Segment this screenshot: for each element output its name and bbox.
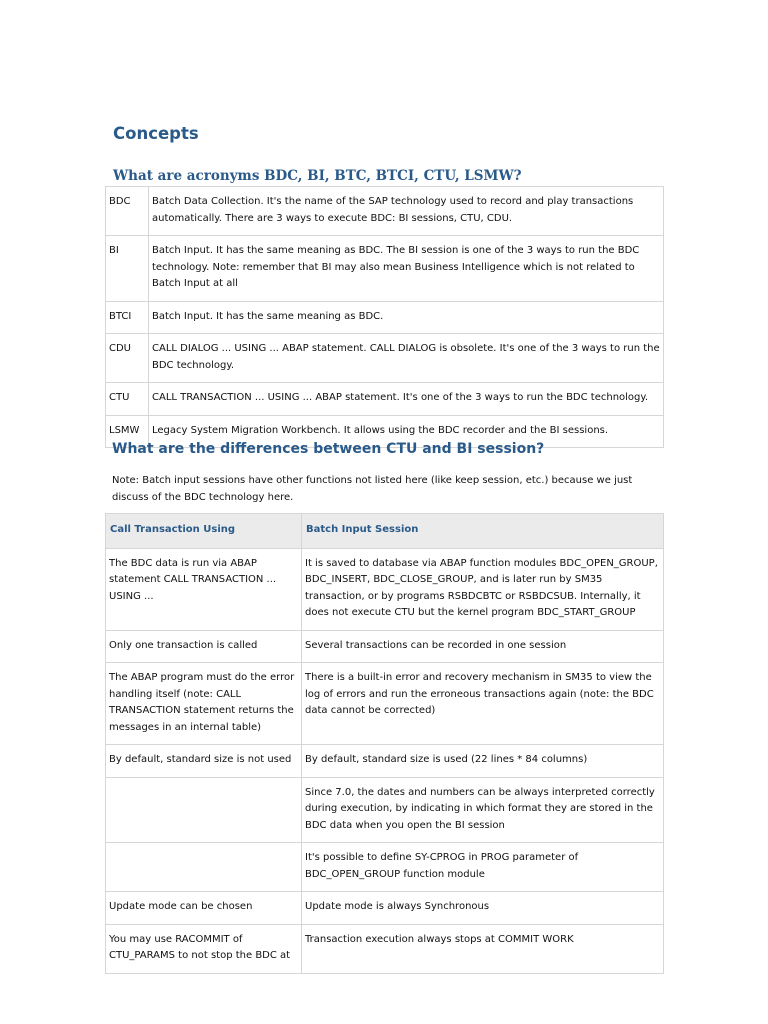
table-row <box>106 236 664 302</box>
ctu-cell: Update mode can be chosen <box>106 892 302 925</box>
definition-cell: CALL TRANSACTION ... USING ... ABAP statement. It's one of the 3 ways to run the BDC technology. <box>149 383 664 416</box>
table-row <box>106 548 664 630</box>
table-row <box>106 892 664 925</box>
section-differences-title: What are the differences between CTU and BI session? <box>112 441 545 457</box>
table-row <box>106 383 664 416</box>
acronyms-table <box>105 186 664 448</box>
table-header-row <box>106 514 664 549</box>
acronym-cell: LSMW <box>106 415 149 448</box>
definition-cell: Batch Input. It has the same meaning as BDC. <box>149 301 664 334</box>
bi-cell: There is a built-in error and recovery mechanism in SM35 to view the log of errors and run the erroneous transactions again (note: the BDC data cannot be corrected) <box>302 663 664 745</box>
acronym-cell: BTCI <box>106 301 149 334</box>
bi-cell: Transaction execution always stops at COMMIT WORK <box>302 924 664 973</box>
table-row <box>106 630 664 663</box>
comparison-table <box>105 513 664 974</box>
definition-cell: Legacy System Migration Workbench. It allows using the BDC recorder and the BI sessions. <box>149 415 664 448</box>
acronym-cell: CDU <box>106 334 149 383</box>
table-row <box>106 843 664 892</box>
section-note: Note: Batch input sessions have other functions not listed here (like keep session, etc.) because we just discuss of the BDC technology here. <box>112 475 633 503</box>
acronym-cell: BDC <box>106 187 149 236</box>
column-header-bi: Batch Input Session <box>302 514 664 549</box>
ctu-cell <box>106 777 302 843</box>
acronym-cell: BI <box>106 236 149 302</box>
bi-cell: It is saved to database via ABAP function modules BDC_OPEN_GROUP, BDC_INSERT, BDC_CLOSE_GROUP, and is later run by SM35 transaction, or by programs RSBDCBTC or RSBDCSUB. Internally, it does not execute CTU but the kernel program BDC_START_GROUP <box>302 548 664 630</box>
table-row <box>106 924 664 973</box>
table-row <box>106 663 664 745</box>
table-row <box>106 187 664 236</box>
definition-cell: Batch Input. It has the same meaning as BDC. The BI session is one of the 3 ways to run the BDC technology. Note: remember that BI may also mean Business Intelligence which is not related to Batch Input at all <box>149 236 664 302</box>
ctu-cell: The ABAP program must do the error handling itself (note: CALL TRANSACTION statement returns the messages in an internal table) <box>106 663 302 745</box>
table-row <box>106 334 664 383</box>
bi-cell: Update mode is always Synchronous <box>302 892 664 925</box>
bi-cell: By default, standard size is used (22 lines * 84 columns) <box>302 745 664 778</box>
section-acronyms-title: What are acronyms BDC, BI, BTC, BTCI, CTU, LSMW? <box>113 168 522 184</box>
table-row <box>106 777 664 843</box>
acronym-cell: CTU <box>106 383 149 416</box>
page-title: Concepts <box>113 124 199 143</box>
table-row <box>106 745 664 778</box>
ctu-cell: Only one transaction is called <box>106 630 302 663</box>
ctu-cell: By default, standard size is not used <box>106 745 302 778</box>
definition-cell: Batch Data Collection. It's the name of the SAP technology used to record and play transactions automatically. There are 3 ways to execute BDC: BI sessions, CTU, CDU. <box>149 187 664 236</box>
ctu-cell <box>106 843 302 892</box>
bi-cell: Since 7.0, the dates and numbers can be always interpreted correctly during execution, by indicating in which format they are stored in the BDC data when you open the BI session <box>302 777 664 843</box>
table-row <box>106 301 664 334</box>
column-header-ctu: Call Transaction Using <box>106 514 302 549</box>
ctu-cell: The BDC data is run via ABAP statement CALL TRANSACTION ... USING ... <box>106 548 302 630</box>
bi-cell: Several transactions can be recorded in one session <box>302 630 664 663</box>
ctu-cell: You may use RACOMMIT of CTU_PARAMS to not stop the BDC at <box>106 924 302 973</box>
bi-cell: It's possible to define SY-CPROG in PROG parameter of BDC_OPEN_GROUP function module <box>302 843 664 892</box>
definition-cell: CALL DIALOG ... USING ... ABAP statement. CALL DIALOG is obsolete. It's one of the 3 ways to run the BDC technology. <box>149 334 664 383</box>
